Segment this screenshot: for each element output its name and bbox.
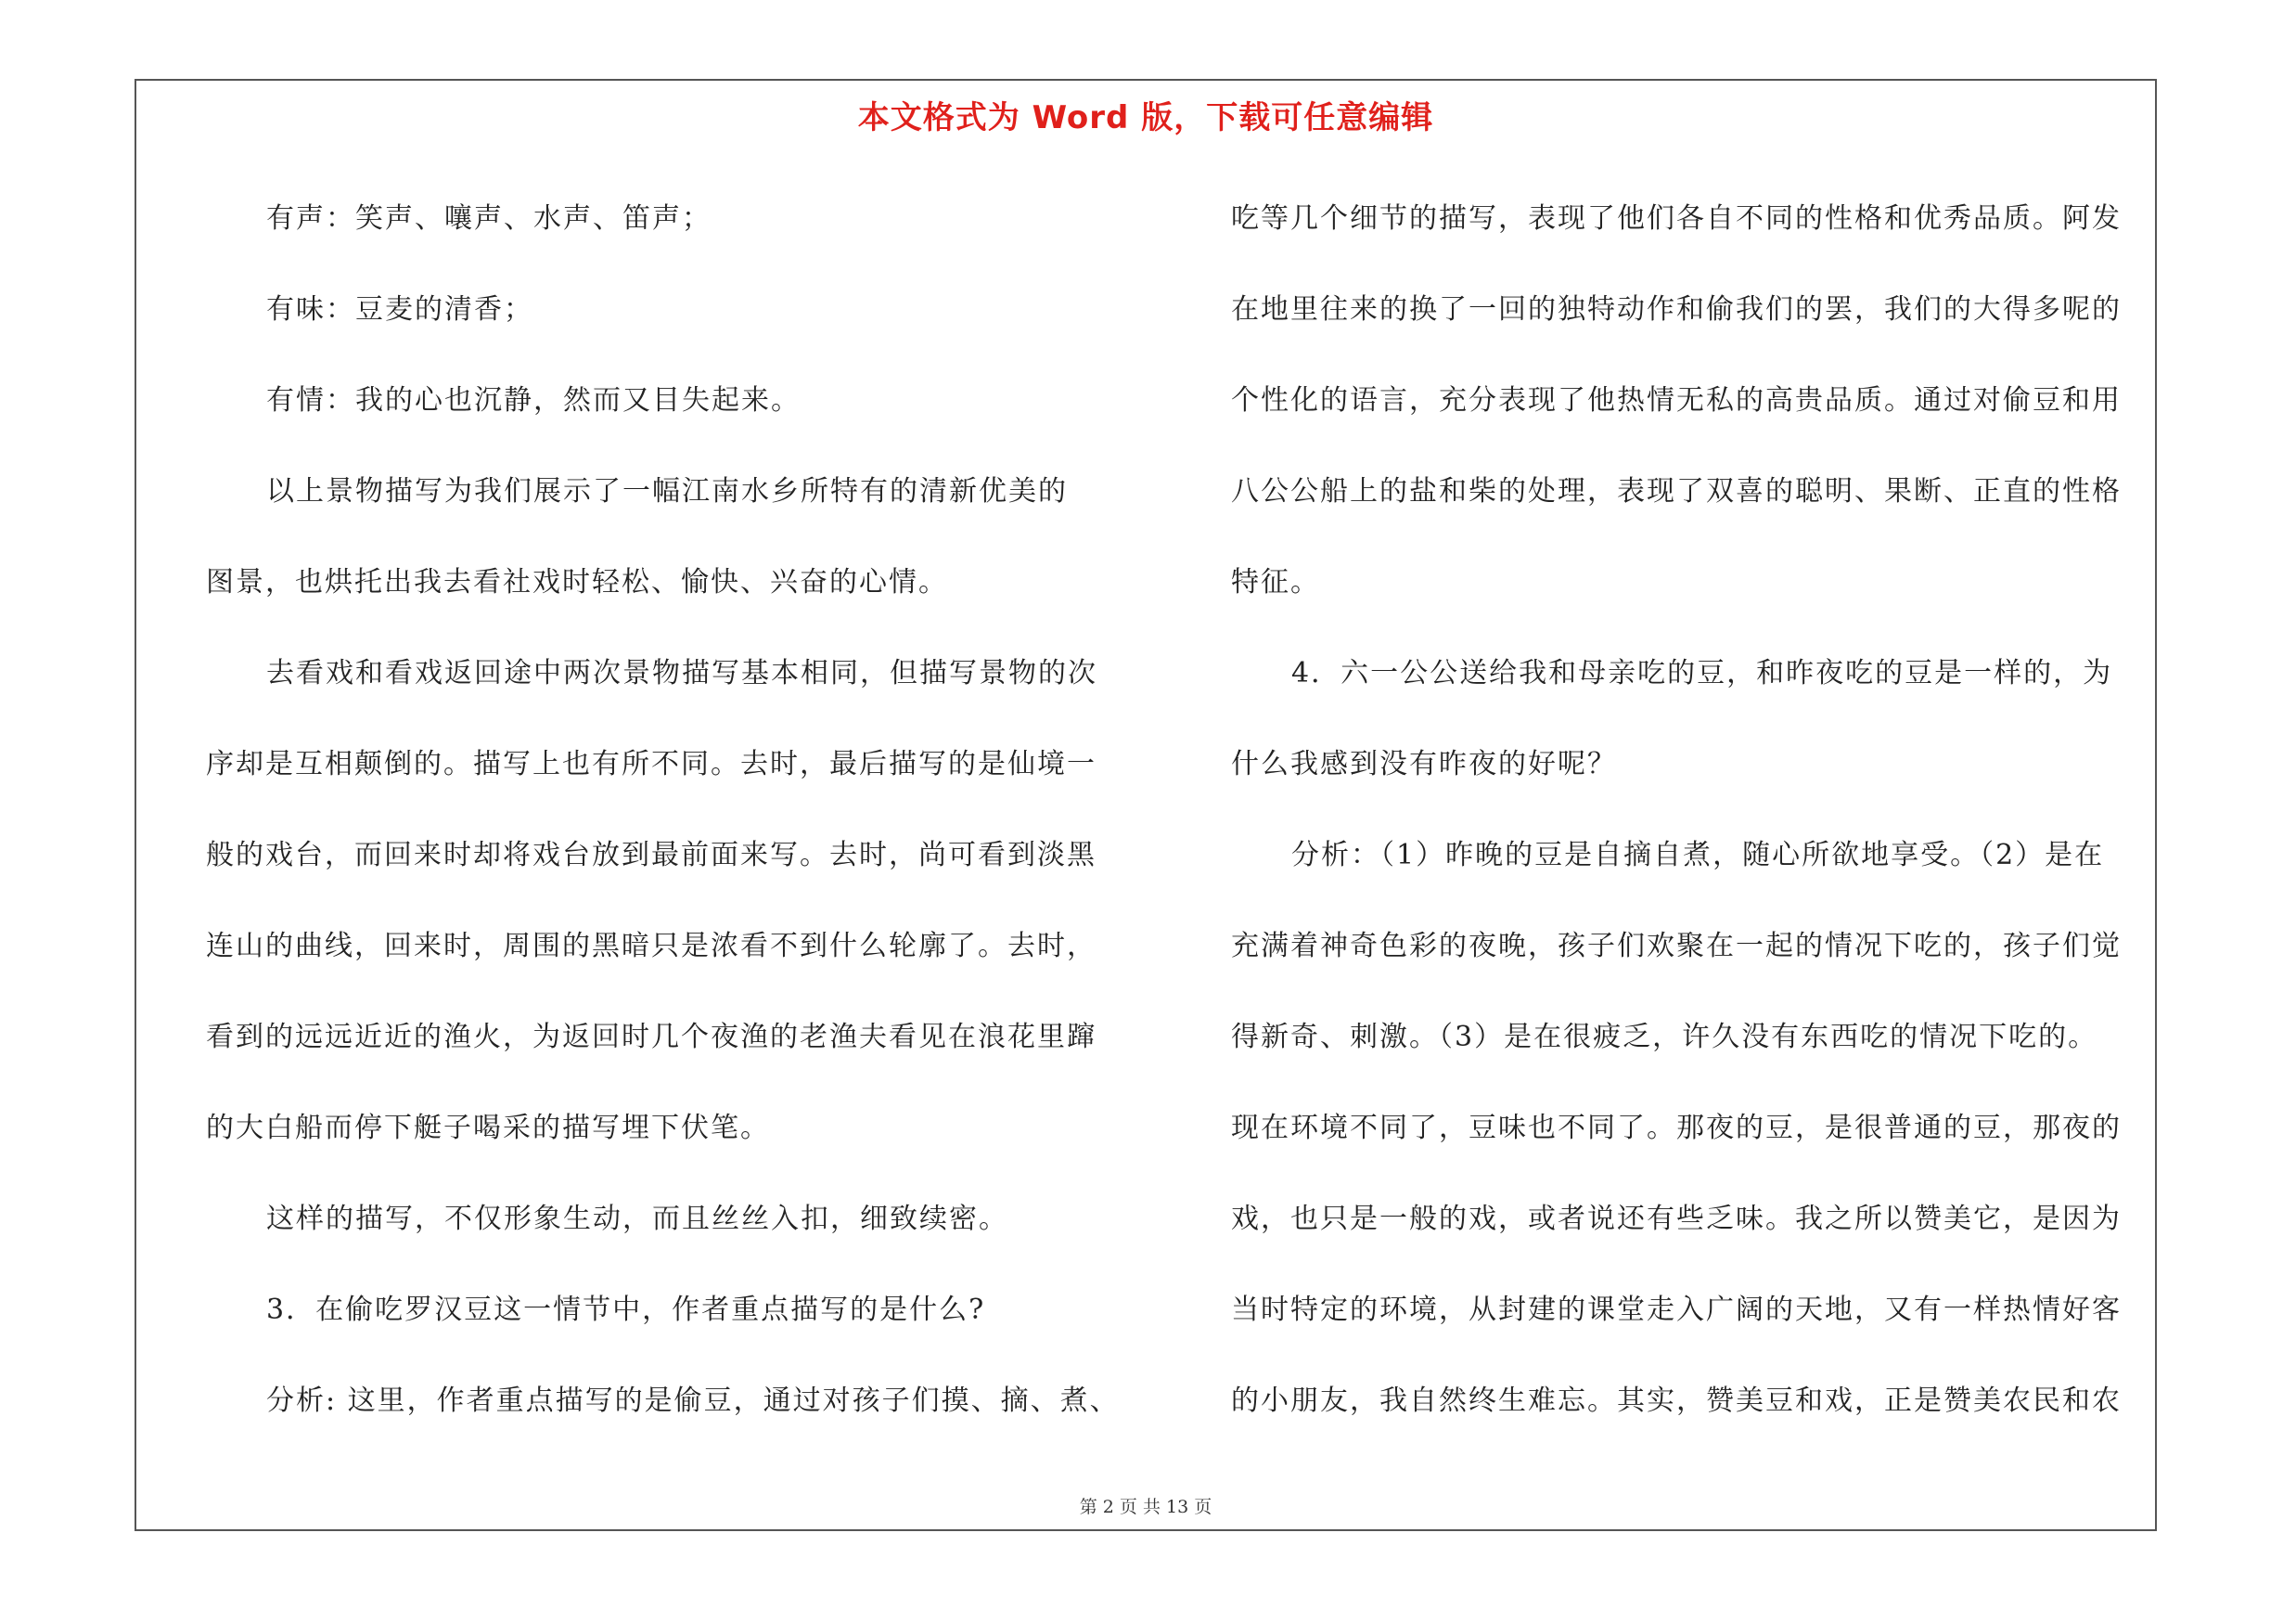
paragraph-line: 的小朋友，我自然终生难忘。其实，赞美豆和戏，正是赞美农民和农 <box>1231 1385 2122 1417</box>
paragraph-line: 这样的描写，不仅形象生动，而且丝丝入扣，细致续密。 <box>266 1203 1008 1235</box>
paragraph-line: 有味：豆麦的清香； <box>266 293 533 326</box>
question-line: 什么我感到没有昨夜的好呢？ <box>1231 748 1617 780</box>
question-line: 4．六一公公送给我和母亲吃的豆，和昨夜吃的豆是一样的，为 <box>1291 657 2113 689</box>
paragraph-line: 八公公船上的盐和柴的处理，表现了双喜的聪明、果断、正直的性格 <box>1231 475 2122 508</box>
analysis-line: 分析：（1）昨晚的豆是自摘自煮，随心所欲地享受。（2）是在 <box>1291 839 2105 871</box>
paragraph-line: 现在环境不同了，豆味也不同了。那夜的豆，是很普通的豆，那夜的 <box>1231 1112 2122 1144</box>
analysis-line: 分析: 这里，作者重点描写的是偷豆，通过对孩子们摸、摘、煮、 <box>266 1385 1120 1417</box>
paragraph-line: 特征。 <box>1231 566 1320 599</box>
paragraph-line: 以上景物描写为我们展示了一幅江南水乡所特有的清新优美的 <box>266 475 1068 508</box>
document-page <box>135 79 2157 1531</box>
paragraph-line: 般的戏台，而回来时却将戏台放到最前面来写。去时，尚可看到淡黑 <box>206 839 1097 871</box>
paragraph-line: 的大白船而停下艇子喝采的描写埋下伏笔。 <box>206 1112 770 1144</box>
paragraph-line: 去看戏和看戏返回途中两次景物描写基本相同，但描写景物的次 <box>266 657 1097 689</box>
paragraph-line: 有声：笑声、嚷声、水声、笛声； <box>266 202 712 235</box>
paragraph-line: 序却是互相颠倒的。描写上也有所不同。去时，最后描写的是仙境一 <box>206 748 1097 780</box>
paragraph-line: 戏，也只是一般的戏，或者说还有些乏味。我之所以赞美它，是因为 <box>1231 1203 2122 1235</box>
paragraph-line: 得新奇、刺激。（3）是在很疲乏，许久没有东西吃的情况下吃的。 <box>1231 1021 2098 1053</box>
page-number: 第 2 页 共 13 页 <box>1079 1497 1212 1517</box>
right-column <box>1231 174 2149 1447</box>
paragraph-line: 有情：我的心也沉静，然而又目失起来。 <box>266 384 801 417</box>
paragraph-line: 当时特定的环境，从封建的课堂走入广阔的天地，又有一样热情好客 <box>1231 1294 2122 1326</box>
question-line: 3．在偷吃罗汉豆这一情节中，作者重点描写的是什么? <box>266 1294 986 1326</box>
paragraph-line: 个性化的语言，充分表现了他热情无私的高贵品质。通过对偷豆和用 <box>1231 384 2122 417</box>
paragraph-line: 在地里往来的换了一回的独特动作和偷我们的罢，我们的大得多呢的 <box>1231 293 2122 326</box>
paragraph-line: 吃等几个细节的描写，表现了他们各自不同的性格和优秀品质。阿发 <box>1231 202 2122 235</box>
paragraph-line: 充满着神奇色彩的夜晚，孩子们欢聚在一起的情况下吃的，孩子们觉 <box>1231 930 2122 962</box>
paragraph-line: 连山的曲线，回来时，周围的黑暗只是浓看不到什么轮廓了。去时， <box>206 930 1097 962</box>
left-column <box>206 174 1143 1447</box>
paragraph-line: 图景，也烘托出我去看社戏时轻松、愉快、兴奋的心情。 <box>206 566 948 599</box>
header-banner: 本文格式为 Word 版，下载可任意编辑 <box>857 99 1434 136</box>
paragraph-line: 看到的远远近近的渔火，为返回时几个夜渔的老渔夫看见在浪花里蹿 <box>206 1021 1097 1053</box>
